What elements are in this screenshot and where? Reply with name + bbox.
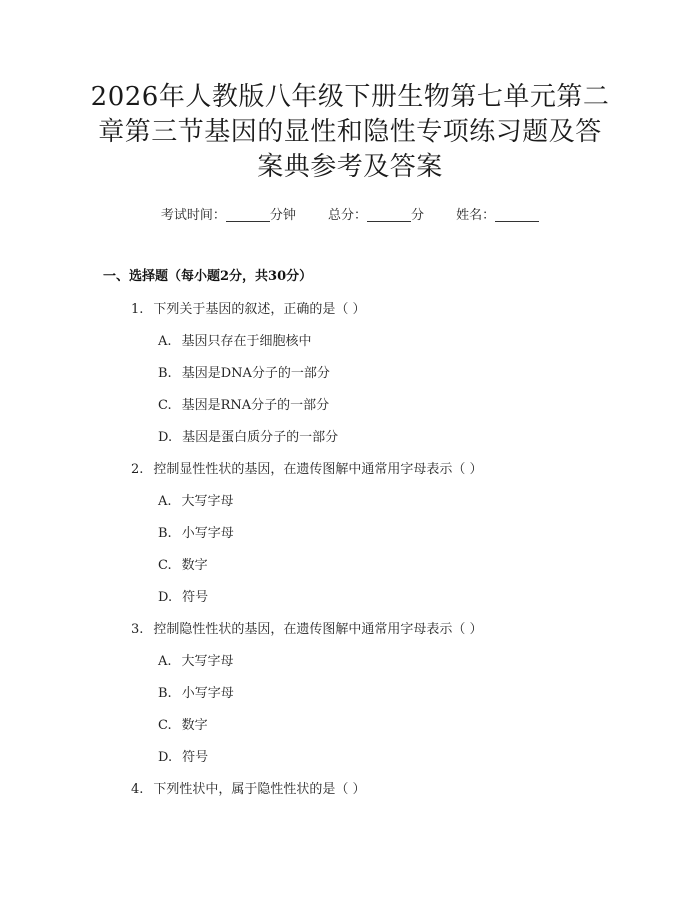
title-line-2: 章第三节基因的显性和隐性专项练习题及答 [98, 117, 602, 147]
exam-name-label: 姓名： [456, 208, 496, 223]
option-letter: D. [158, 750, 173, 765]
option-text: 基因是蛋白质分子的一部分 [182, 430, 339, 445]
section-heading: 一、选择题（每小题2分，共30分） [103, 269, 313, 284]
option-text: 符号 [182, 590, 209, 605]
q1-option-c [158, 394, 329, 413]
exam-score-unit: 分 [411, 208, 425, 223]
option-letter: A. [158, 654, 172, 669]
question-3 [131, 618, 483, 637]
question-text: 控制隐性性状的基因，在遗传图解中通常用字母表示（ ） [153, 622, 483, 637]
option-text: 基因只存在于细胞核中 [181, 334, 312, 349]
question-1 [131, 298, 366, 317]
exam-score [328, 204, 424, 223]
option-text: 符号 [182, 750, 209, 765]
exam-score-blank [367, 207, 411, 222]
title-line-3: 案典参考及答案 [257, 152, 443, 182]
q2-option-a [158, 490, 234, 509]
q1-option-a [158, 330, 312, 349]
option-text: 基因是DNA分子的一部分 [181, 366, 330, 381]
q1-option-b [158, 362, 330, 381]
q1-option-d [158, 426, 338, 445]
option-letter: B. [158, 526, 172, 541]
q2-option-c [158, 554, 208, 573]
option-letter: B. [158, 366, 172, 381]
q3-option-a [158, 650, 234, 669]
option-text: 小写字母 [181, 526, 234, 541]
question-text: 控制显性性状的基因，在遗传图解中通常用字母表示（ ） [153, 462, 483, 477]
option-letter: C. [158, 718, 172, 733]
option-letter: A. [158, 334, 172, 349]
question-number: 2. [131, 462, 144, 477]
q2-option-b [158, 522, 234, 541]
q2-option-d [158, 586, 208, 605]
exam-name [456, 204, 539, 223]
option-text: 小写字母 [181, 686, 234, 701]
option-letter: A. [158, 494, 172, 509]
option-text: 数字 [181, 558, 208, 573]
question-4 [131, 778, 366, 797]
option-text: 大写字母 [181, 654, 234, 669]
exam-score-label: 总分： [327, 208, 367, 223]
exam-time-blank [226, 207, 270, 222]
document-title [90, 80, 610, 185]
question-number: 1. [131, 302, 144, 317]
q3-option-d [158, 746, 208, 765]
q3-option-b [158, 682, 234, 701]
title-line-1: 2026年人教版八年级下册生物第七单元第二 [90, 82, 610, 112]
exam-name-blank [495, 207, 539, 222]
exam-time-unit: 分钟 [269, 208, 296, 223]
exam-time [161, 204, 296, 223]
option-text: 数字 [181, 718, 208, 733]
option-letter: D. [158, 430, 173, 445]
option-text: 基因是RNA分子的一部分 [181, 398, 330, 413]
question-2 [131, 458, 483, 477]
option-letter: C. [158, 558, 172, 573]
question-text: 下列关于基因的叙述，正确的是（ ） [153, 302, 366, 317]
exam-time-label: 考试时间： [160, 208, 226, 223]
question-number: 3. [131, 622, 144, 637]
exam-meta [0, 204, 700, 223]
option-text: 大写字母 [181, 494, 234, 509]
option-letter: C. [158, 398, 172, 413]
question-number: 4. [131, 782, 144, 797]
q3-option-c [158, 714, 208, 733]
question-text: 下列性状中，属于隐性性状的是（ ） [153, 782, 366, 797]
option-letter: B. [158, 686, 172, 701]
option-letter: D. [158, 590, 173, 605]
